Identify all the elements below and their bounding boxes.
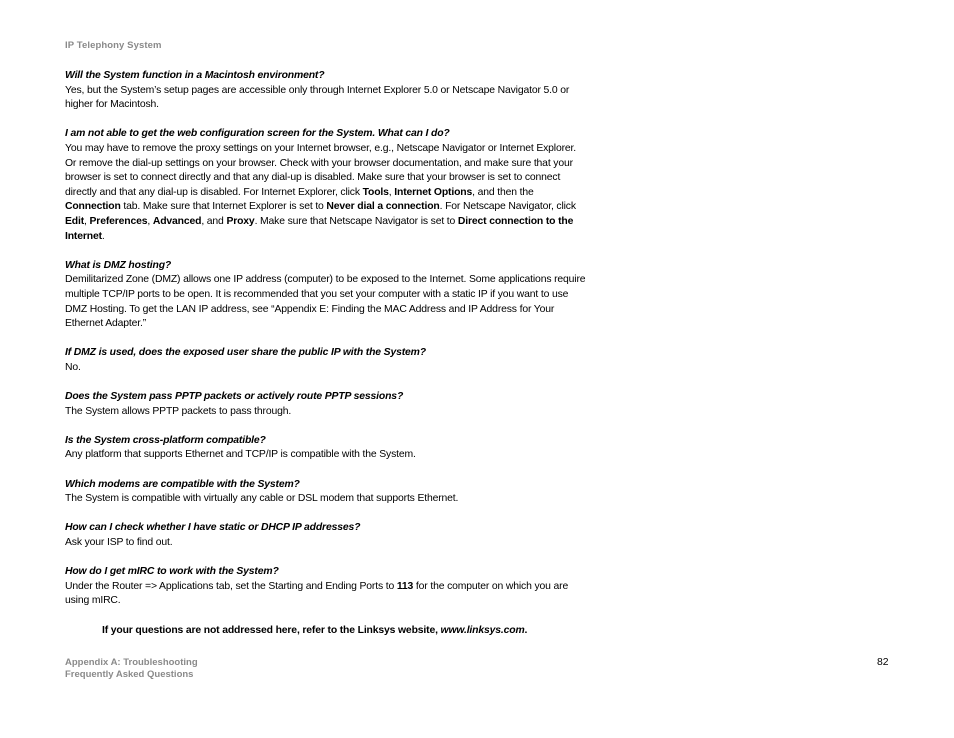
ui-term-tools: Tools <box>362 186 389 198</box>
answer-text: The System is compatible with virtually any cable or DSL modem that supports Ethernet. <box>65 493 459 505</box>
ui-term-direct-connection: Direct connection to the Internet <box>65 215 574 242</box>
ui-term-internet-options: Internet Options <box>394 186 473 198</box>
answer-text: . For Netscape Navigator, click <box>439 201 576 213</box>
answer-text: , <box>84 215 90 227</box>
answer-text: Demilitarized Zone (DMZ) allows one IP address (computer) to be exposed to the Internet. Some applications require multiple TCP/IP ports to be open. It is recommended that you set your computer with a static IP if you want to use DMZ Hosting. To get the LAN IP address, see “Appendix E: Finding the MAC Address and IP Address for Your Ethernet Adapter.” <box>65 274 586 330</box>
faq-question: What is DMZ hosting? <box>65 259 172 271</box>
ui-term-proxy: Proxy <box>226 215 255 227</box>
note-text: If your questions are not addressed here, refer to the Linksys website, <box>102 624 441 636</box>
ui-term-connection: Connection <box>65 201 121 213</box>
answer-text: tab. Make sure that Internet Explorer is set to <box>120 201 327 213</box>
ui-term-preferences: Preferences <box>89 215 148 227</box>
faq-answer <box>65 361 589 376</box>
faq-item <box>65 346 589 375</box>
answer-text: Any platform that supports Ethernet and TCP/IP is compatible with the System. <box>65 449 416 461</box>
faq-question: If DMZ is used, does the exposed user share the public IP with the System? <box>65 347 426 359</box>
faq-answer <box>65 405 589 420</box>
ui-term-never-dial: Never dial a connection <box>326 201 440 213</box>
faq-answer <box>65 84 589 113</box>
faq-question: Is the System cross-platform compatible? <box>65 434 266 446</box>
ui-term-edit: Edit <box>65 215 85 227</box>
linksys-website-link[interactable]: www.linksys.com <box>440 624 525 636</box>
faq-item <box>65 259 589 332</box>
faq-answer <box>65 492 589 507</box>
faq-item <box>65 478 589 507</box>
answer-text: for the computer on which you are using mIRC. <box>65 580 569 607</box>
faq-item <box>65 521 589 550</box>
answer-text: , <box>147 215 153 227</box>
faq-answer <box>65 448 589 463</box>
footer <box>65 657 198 681</box>
faq-item <box>65 390 589 419</box>
answer-text: You may have to remove the proxy settings on your Internet browser, e.g., Netscape Navigator or Internet Explorer. Or remove the dial-up settings on your browser. Check with your browser documentation, and make sure that your browser is set to connect directly and that any dial-up is disabled. Make sure that your browser is set to connect directly and that any dial-up is disabled. For Internet Explorer, click <box>65 142 576 198</box>
answer-text: Yes, but the System’s setup pages are accessible only through Internet Explorer 5.0 or Netscape Navigator 5.0 or higher for Macintosh. <box>65 84 570 111</box>
faq-question: How can I check whether I have static or DHCP IP addresses? <box>65 522 361 534</box>
note-end: . <box>524 624 528 636</box>
answer-text: The System allows PPTP packets to pass through. <box>65 405 292 417</box>
footer-subsection: Frequently Asked Questions <box>65 669 194 680</box>
faq-answer <box>65 536 589 551</box>
answer-text: . <box>101 230 105 242</box>
faq-item <box>65 434 589 463</box>
answer-text: , and <box>201 215 227 227</box>
faq-item <box>65 127 589 244</box>
page-number: 82 <box>877 657 889 668</box>
closing-note <box>102 624 589 639</box>
footer-section: Appendix A: Troubleshooting <box>65 657 198 668</box>
faq-answer <box>65 142 589 244</box>
faq-question: I am not able to get the web configuration screen for the System. What can I do? <box>65 128 450 140</box>
faq-answer <box>65 580 589 609</box>
answer-text: , <box>388 186 395 198</box>
faq-question: How do I get mIRC to work with the System? <box>65 566 279 578</box>
running-header: IP Telephony System <box>65 40 162 51</box>
faq-content <box>65 69 589 638</box>
answer-text: , and then the <box>472 186 534 198</box>
faq-item <box>65 565 589 609</box>
answer-text: . Make sure that Netscape Navigator is set to <box>254 215 458 227</box>
faq-answer <box>65 273 589 331</box>
faq-question: Does the System pass PPTP packets or actively route PPTP sessions? <box>65 391 404 403</box>
faq-question: Will the System function in a Macintosh environment? <box>65 70 325 81</box>
faq-item <box>65 69 589 113</box>
faq-question: Which modems are compatible with the System? <box>65 478 300 490</box>
ui-term-advanced: Advanced <box>152 215 202 227</box>
answer-text: Ask your ISP to find out. <box>65 537 173 548</box>
answer-text: No. <box>65 361 81 373</box>
port-number: 113 <box>396 580 414 592</box>
answer-text: Under the Router => Applications tab, set the Starting and Ending Ports to <box>65 580 397 592</box>
